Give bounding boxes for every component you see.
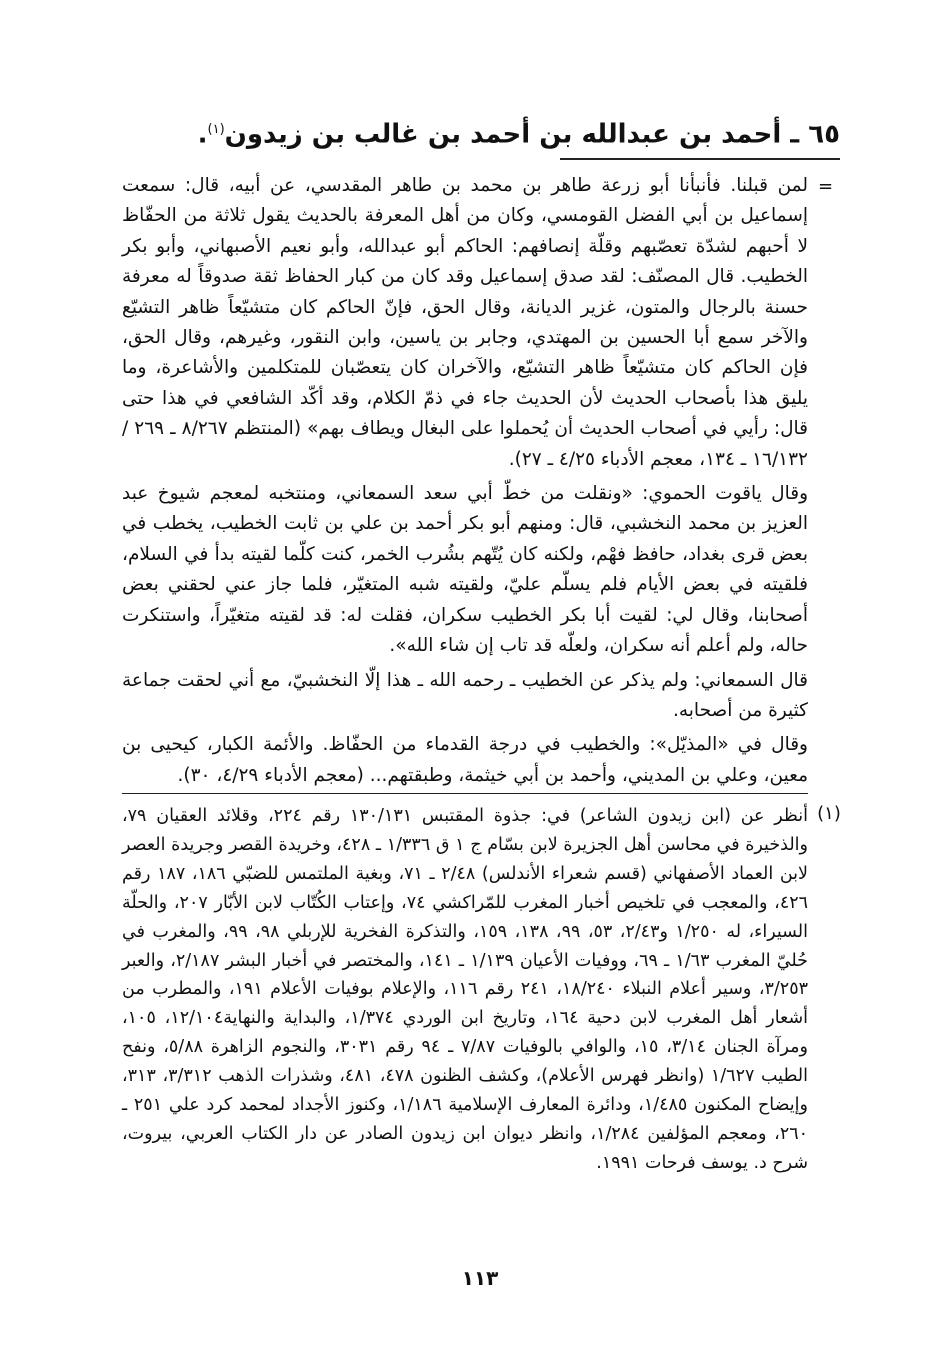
- footnote-separator: [122, 793, 808, 794]
- footnote-number: (١): [817, 803, 841, 824]
- paragraph-2: وقال ياقوت الحموي: «ونقلت من خطّ أبي سعد السمعاني، ومنتخبه لمعجم شيوخ عبد العزيز بن محمد النخشبي، قال: ومنهم أبو بكر أحمد بن علي بن ثابت الخطيب، يخطب في بعض قرى بغداد، حافظ فهْم، ولكنه كان يُتّهم بشُرب الخمر، كنت كلّما لقيته بدأ في السلام، فلقيته في بعض الأيام فلم يسلّم عليّ، ولقيته شبه المتغيّر، فلما جاز عني لحقني بعض أصحابنا، وقال لي: لقيت أبا بكر الخطيب سكران، فقلت له: قد لقيته متغيّراً، واستنكرت حاله، ولم أعلم أنه سكران، ولعلّه قد تاب إن شاء الله».: [122, 483, 808, 657]
- footnote-text: أنظر عن (ابن زيدون الشاعر) في: جذوة المقتبس ١٣٠/١٣١ رقم ٢٢٤، وقلائد العقيان ٧٩، والذخيرة في محاسن أهل الجزيرة لابن بسّام ج ١ ق ١/٣٣٦ ـ ٤٢٨، وخريدة القصر وجريدة العصر لابن العماد الأصفهاني (قسم شعراء الأندلس) ٢/٤٨ ـ ٧١، وبغية الملتمس للضبّي ١٨٦، ١٨٧ رقم ٤٢٦، والمعجب في تلخيص أخبار المغرب للمّراكشي ٧٤، وإعتاب الكُتّاب لابن الأبّار ٢٠٧، والحلّة السيراء، له ١/٢٥٠ و٢/٤٣، ٥٣، ٩٩، ١٣٨، ١٥٩، والتذكرة الفخرية للإربلي ٩٨، ٩٩، والمغرب في حُليّ المغرب ١/٦٣ ـ ٦٩، ووفيات الأعيان ١/١٣٩ ـ ١٤١، والمختصر في أخبار البشر ٢/١٨٧، والعبر ٣/٢٥٣، وسير أعلام النبلاء ١٨/٢٤٠، ٢٤١ رقم ١١٦، والإعلام بوفيات الأعلام ١٩١، والمطرب من أشعار أهل المغرب لابن دحية ١٦٤، وتاريخ ابن الوردي ١/٣٧٤، والبداية والنهاية١٢/١٠٤، ١٠٥، ومرآة الجنان ٣/١٤، ١٥، والوافي بالوفيات ٧/٨٧ ـ ٩٤ رقم ٣٠٣١، والنجوم الزاهرة ٥/٨٨، ونفح الطيب ١/٦٢٧ (وانظر فهرس الأعلام)، وكشف الظنون ٤٧٨، ٤٨١، وشذرات الذهب ٣/٣١٢، ٣١٣، وإيضاح المكنون ١/٤٨٥، ودائرة المعارف الإسلامية ١/١٨٦، وكنوز الأجداد لمحمد كرد علي ٢٥١ ـ ٢٦٠، ومعجم المؤلفين ١/٢٨٤، وانظر ديوان ابن زيدون الصادر عن دار الكتاب العربي، بيروت، شرح د. يوسف فرحات ١٩٩١.: [122, 806, 809, 1173]
- paragraph-4: وقال في «المذيّل»: والخطيب في درجة القدماء من الحفّاظ. والأئمة الكبار، كيحيى بن معين، وعلي بن المديني، وأحمد بن أبي خيثمة، وطبقتهم... (معجم الأدباء ٤/٢٩، ٣٠).: [122, 734, 808, 786]
- paragraph-3: قال السمعاني: ولم يذكر عن الخطيب ـ رحمه الله ـ هذا إلّا النخشبيّ، مع أني لحقت جماعة كثيرة من أصحابه.: [122, 669, 808, 721]
- page-number: ١١٣: [461, 1266, 499, 1290]
- paragraph-1: لمن قبلنا. فأنبأنا أبو زرعة طاهر بن محمد بن طاهر المقدسي، عن أبيه، قال: سمعت إسماعيل بن أبي الفضل القومسي، وكان من أهل المعرفة بالحديث يقول ثلاثة من الحفّاظ لا أحبهم لشدّة تعصّبهم وقلّة إنصافهم: الحاكم أبو عبدالله، وأبو نعيم الأصبهاني، وأبو بكر الخطيب. قال المصنّف: لقد صدق إسماعيل وقد كان من كبار الحفاظ ثقة صدوقاً له معرفة حسنة بالرجال والمتون، غزير الديانة، وقال الحق، فإنّ الحاكم كان متشيّعاً ظاهر التشيّع والآخر سمع أبا الحسين بن المهتدي، وجابر بن ياسين، وابن النقور، وغيرهم، وقال الحق، فإن الحاكم كان متشيّعاً ظاهر التشيّع، والآخران كان يتعصّبان للمتكلمين والأشاعرة، وما يليق هذا بأصحاب الحديث لأن الحديث جاء في ذمّ الكلام، وقد أكّد الشافعي في هذا حتى قال: رأيي في أصحاب الحديث أن يُحملوا على البغال ويطاف بهم» (المنتظم ٨/٢٦٧ ـ ٢٦٩ /١٦/١٣٢ ـ ١٣٤، معجم الأدباء ٤/٢٥ ـ ٢٧).: [122, 175, 808, 470]
- entry-heading: [197, 108, 840, 157]
- footnote-reference: (١): [207, 122, 225, 137]
- main-text: [122, 171, 808, 791]
- continuation-mark: =: [818, 176, 834, 197]
- heading-rule: [560, 158, 840, 160]
- heading-end-mark: .: [197, 119, 208, 150]
- entry-title: ٦٥ ـ أحمد بن عبدالله بن أحمد بن غالب بن زيدون: [224, 119, 840, 150]
